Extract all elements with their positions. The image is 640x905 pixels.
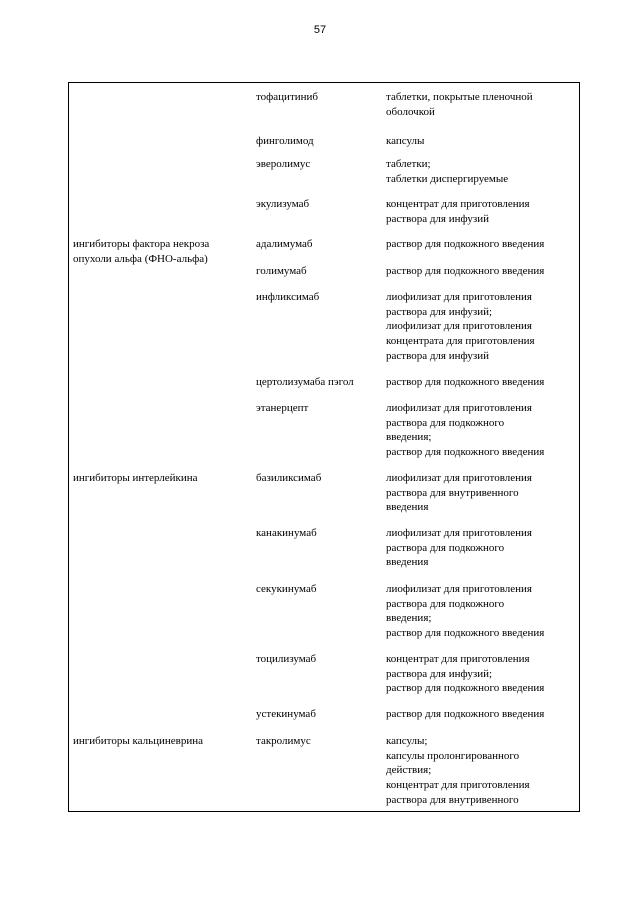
- dosage-form-cell-line: раствор для подкожного введения: [386, 265, 545, 277]
- dosage-form-cell: [386, 401, 578, 460]
- dosage-form-cell-line: таблетки, покрытые пленочной: [386, 91, 533, 103]
- drug-name-cell-line: инфликсимаб: [256, 291, 320, 303]
- dosage-form-cell-line: таблетки;: [386, 158, 431, 170]
- dosage-form-cell-line: лиофилизат для приготовления: [386, 583, 532, 595]
- group-name-cell-line: ингибиторы интерлейкина: [73, 472, 198, 484]
- drug-name-cell-line: голимумаб: [256, 265, 307, 277]
- drug-name-cell: [256, 264, 384, 279]
- dosage-form-cell-line: раствор для подкожного введения: [386, 376, 545, 388]
- drug-name-cell-line: такролимус: [256, 735, 311, 747]
- dosage-form-cell: [386, 526, 578, 570]
- dosage-form-cell-line: раствор для подкожного введения: [386, 446, 545, 459]
- dosage-form-cell-line: раствора для инфузий;: [386, 305, 493, 318]
- drug-name-cell: [256, 652, 384, 667]
- dosage-form-cell-line: введения: [386, 556, 429, 569]
- dosage-form-cell-line: лиофилизат для приготовления: [386, 472, 532, 484]
- group-name-cell-line: ингибиторы фактора некроза: [73, 238, 210, 250]
- dosage-form-cell-line: раствора для подкожного: [386, 416, 505, 429]
- drug-name-cell-line: эверолимус: [256, 158, 311, 170]
- dosage-form-cell-line: раствора для инфузий: [386, 212, 489, 225]
- dosage-form-cell-line: концентрат для приготовления: [386, 198, 530, 210]
- dosage-form-cell-line: таблетки диспергируемые: [386, 172, 509, 185]
- group-name-cell: [73, 237, 253, 266]
- drug-name-cell-line: экулизумаб: [256, 198, 310, 210]
- dosage-form-cell: [386, 652, 578, 696]
- group-name-cell: [73, 471, 253, 486]
- dosage-form-cell-line: капсулы;: [386, 735, 428, 747]
- drug-name-cell-line: канакинумаб: [256, 527, 317, 539]
- drug-name-cell: [256, 401, 384, 416]
- dosage-form-cell-line: раствора для инфузий: [386, 349, 489, 362]
- page-number: 57: [313, 24, 327, 36]
- dosage-form-cell-line: раствор для подкожного введения: [386, 708, 545, 720]
- drug-name-cell: [256, 526, 384, 541]
- dosage-form-cell-line: раствор для подкожного введения: [386, 238, 545, 250]
- drug-name-cell: [256, 707, 384, 722]
- drug-table: [68, 82, 580, 812]
- drug-name-cell-line: финголимод: [256, 135, 314, 147]
- dosage-form-cell-line: введения;: [386, 431, 432, 444]
- drug-name-cell: [256, 197, 384, 212]
- dosage-form-cell: [386, 237, 578, 252]
- dosage-form-cell-line: введения: [386, 501, 429, 514]
- dosage-form-cell: [386, 90, 578, 119]
- group-name-cell: [73, 734, 253, 749]
- dosage-form-cell-line: раствора для подкожного: [386, 541, 505, 554]
- dosage-form-cell-line: раствора для внутривенного: [386, 486, 519, 499]
- drug-name-cell: [256, 375, 384, 390]
- drug-name-cell: [256, 582, 384, 597]
- dosage-form-cell: [386, 707, 578, 722]
- dosage-form-cell-line: оболочкой: [386, 105, 435, 118]
- drug-name-cell: [256, 157, 384, 172]
- drug-name-cell-line: адалимумаб: [256, 238, 313, 250]
- drug-name-cell-line: тофацитиниб: [256, 91, 319, 103]
- drug-name-cell-line: цертолизумаба пэгол: [256, 376, 354, 388]
- dosage-form-cell-line: лиофилизат для приготовления: [386, 402, 532, 414]
- dosage-form-cell-line: раствора для инфузий;: [386, 667, 493, 680]
- dosage-form-cell-line: действия;: [386, 764, 432, 777]
- dosage-form-cell: [386, 582, 578, 641]
- dosage-form-cell-line: капсулы: [386, 135, 425, 147]
- dosage-form-cell-line: раствор для подкожного введения: [386, 682, 545, 695]
- dosage-form-cell: [386, 471, 578, 515]
- dosage-form-cell: [386, 197, 578, 226]
- dosage-form-cell: [386, 734, 578, 808]
- group-name-cell-line: опухоли альфа (ФНО-альфа): [73, 252, 208, 265]
- dosage-form-cell: [386, 375, 578, 390]
- drug-name-cell-line: секукинумаб: [256, 583, 317, 595]
- drug-name-cell-line: тоцилизумаб: [256, 653, 317, 665]
- drug-name-cell: [256, 90, 384, 105]
- drug-name-cell-line: устекинумаб: [256, 708, 316, 720]
- dosage-form-cell-line: лиофилизат для приготовления: [386, 320, 532, 333]
- dosage-form-cell-line: концентрат для приготовления: [386, 653, 530, 665]
- drug-name-cell-line: этанерцепт: [256, 402, 309, 414]
- dosage-form-cell: [386, 264, 578, 279]
- dosage-form-cell-line: лиофилизат для приготовления: [386, 291, 532, 303]
- dosage-form-cell-line: раствора для внутривенного: [386, 793, 519, 806]
- drug-name-cell: [256, 290, 384, 305]
- drug-name-cell: [256, 734, 384, 749]
- dosage-form-cell-line: концентрата для приготовления: [386, 335, 535, 348]
- dosage-form-cell-line: введения;: [386, 612, 432, 625]
- drug-name-cell: [256, 134, 384, 149]
- dosage-form-cell: [386, 134, 578, 149]
- dosage-form-cell-line: раствор для подкожного введения: [386, 627, 545, 640]
- dosage-form-cell-line: концентрат для приготовления: [386, 779, 530, 792]
- dosage-form-cell-line: капсулы пролонгированного: [386, 749, 520, 762]
- drug-name-cell: [256, 237, 384, 252]
- dosage-form-cell: [386, 290, 578, 364]
- drug-name-cell-line: базиликсимаб: [256, 472, 322, 484]
- drug-name-cell: [256, 471, 384, 486]
- group-name-cell-line: ингибиторы кальциневрина: [73, 735, 204, 747]
- dosage-form-cell-line: раствора для подкожного: [386, 597, 505, 610]
- dosage-form-cell-line: лиофилизат для приготовления: [386, 527, 532, 539]
- dosage-form-cell: [386, 157, 578, 186]
